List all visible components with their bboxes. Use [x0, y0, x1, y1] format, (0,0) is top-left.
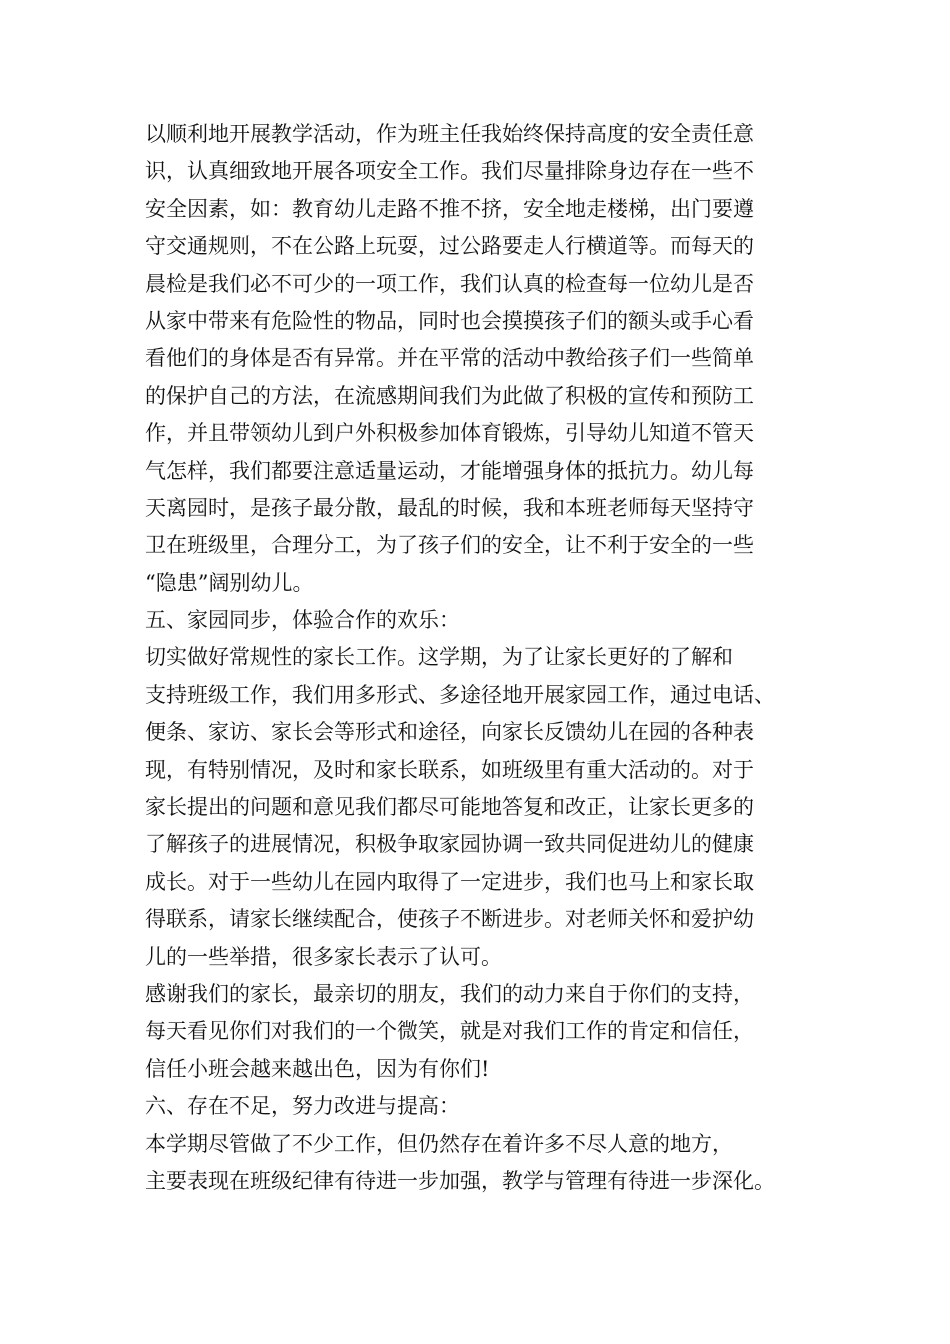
text-line: 安全因素，如：教育幼儿走路不推不挤，安全地走楼梯，出门要遵 — [145, 196, 754, 221]
text-line: 天离园时，是孩子最分散，最乱的时候，我和本班老师每天坚持守 — [145, 495, 754, 520]
section-heading: 五、家园同步，体验合作的欢乐： — [145, 608, 460, 633]
text-line: 的保护自己的方法，在流感期间我们为此做了积极的宣传和预防工 — [145, 383, 754, 408]
text-line: 家长提出的问题和意见我们都尽可能地答复和改正，让家长更多的 — [145, 795, 754, 820]
text-line: 气怎样，我们都要注意适量运动，才能增强身体的抵抗力。幼儿每 — [145, 458, 754, 483]
document-body — [145, 116, 825, 1200]
text-line: 信任小班会越来越出色，因为有你们! — [145, 1056, 490, 1081]
text-line: 儿的一些举措，很多家长表示了认可。 — [145, 944, 502, 969]
text-line: 识，认真细致地开展各项安全工作。我们尽量排除身边存在一些不 — [145, 159, 754, 184]
text-line: 看他们的身体是否有异常。并在平常的活动中教给孩子们一些简单 — [145, 346, 754, 371]
text-line: 守交通规则，不在公路上玩耍，过公路要走人行横道等。而每天的 — [145, 234, 754, 259]
text-line: 了解孩子的进展情况，积极争取家园协调一致共同促进幼儿的健康 — [145, 832, 754, 857]
text-line: 便条、家访、家长会等形式和途径，向家长反馈幼儿在园的各种表 — [145, 720, 754, 745]
text-line: 主要表现在班级纪律有待进一步加强，教学与管理有待进一步深化。 — [145, 1168, 775, 1193]
text-line: 以顺利地开展教学活动，作为班主任我始终保持高度的安全责任意 — [145, 122, 754, 146]
text-line: 本学期尽管做了不少工作，但仍然存在着许多不尽人意的地方， — [145, 1131, 733, 1156]
text-line: 作，并且带领幼儿到户外积极参加体育锻炼，引导幼儿知道不管天 — [145, 421, 754, 446]
text-line: “隐患”阔别幼儿。 — [145, 570, 314, 595]
text-line: 从家中带来有危险性的物品，同时也会摸摸孩子们的额头或手心看 — [145, 308, 754, 333]
text-line: 每天看见你们对我们的一个微笑，就是对我们工作的肯定和信任， — [145, 1019, 754, 1044]
text-line: 切实做好常规性的家长工作。这学期，为了让家长更好的了解和 — [145, 645, 733, 670]
text-line: 感谢我们的家长，最亲切的朋友，我们的动力来自于你们的支持， — [145, 981, 754, 1006]
text-line: 现，有特别情况，及时和家长联系，如班级里有重大活动的。对于 — [145, 757, 754, 782]
section-heading: 六、存在不足，努力改进与提高： — [145, 1094, 460, 1119]
text-line: 晨检是我们必不可少的一项工作，我们认真的检查每一位幼儿是否 — [145, 271, 754, 296]
text-line: 得联系，请家长继续配合，使孩子不断进步。对老师关怀和爱护幼 — [145, 907, 754, 932]
text-line: 支持班级工作，我们用多形式、多途径地开展家园工作，通过电话、 — [145, 682, 775, 707]
text-line: 成长。对于一些幼儿在园内取得了一定进步，我们也马上和家长取 — [145, 869, 754, 894]
text-line: 卫在班级里，合理分工，为了孩子们的安全，让不利于安全的一些 — [145, 533, 754, 558]
